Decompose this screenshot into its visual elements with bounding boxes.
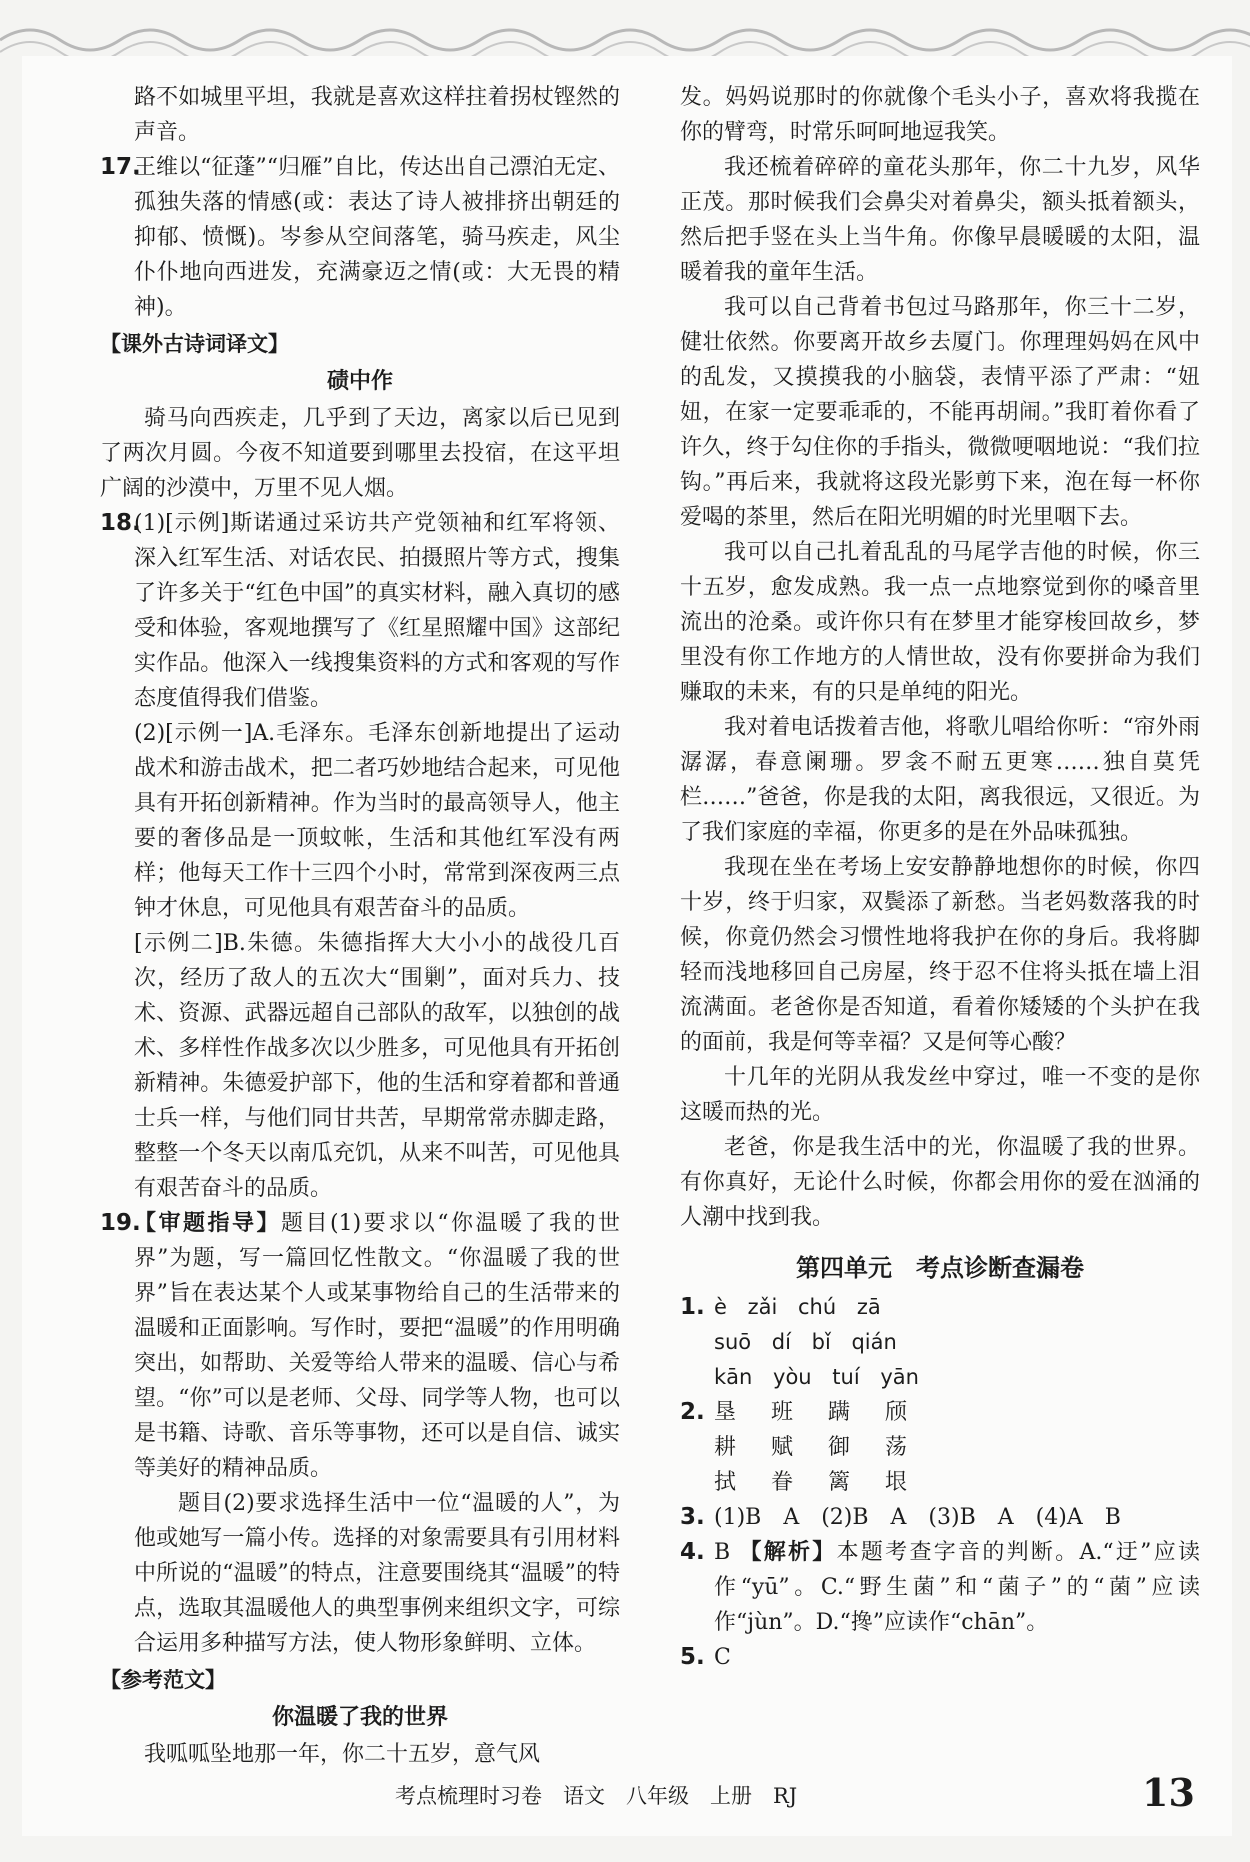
char-row: 拭 眷 篱 垠 <box>714 1470 921 1495</box>
answer-5 <box>680 1640 1200 1675</box>
answer-text: 王维以“征蓬”“归雁”自比，传达出自己漂泊无定、孤独失落的情感(或：表达了诗人被排挤出朝廷的抑郁、愤慨)。岑参从空间落笔，骑马疾走，风尘仆仆地向西进发，充满豪迈之情(或：大无畏的精神)。 <box>134 155 620 320</box>
question-number: 3. <box>680 1504 705 1530</box>
guide-text-1: 题目(1)要求以“你温暖了我的世界”为题，写一篇回忆性散文。“你温暖了我的世界”旨在表达某个人或某事物给自己的生活带来的温暖和正面影响。写作时，要把“温暖”的作用明确突出，如帮助、关爱等给人带来的温暖、信心与希望。“你”可以是老师、父母、同学等人物，也可以是书籍、诗歌、音乐等事物，还可以是自信、诚实等美好的精神品质。 <box>134 1211 620 1481</box>
question-number: 4. <box>680 1539 705 1565</box>
answer-3 <box>680 1500 1200 1535</box>
answer-2 <box>680 1395 1200 1500</box>
poem-title: 碛中作 <box>326 369 393 394</box>
answer-choice: B <box>714 1540 731 1565</box>
essay-paragraph: 我可以自己背着书包过马路那年，你三十二岁，健壮依然。你要离开故乡去厦门。你理理妈妈在风中的乱发，又摸摸我的小脑袋，表情平添了严肃：“妞妞，在家一定要乖乖的，不能再胡闹。”我盯着你看了许久，终于勾住你的手指头，微微哽咽地说：“我们拉钩。”再后来，我就将这段光影剪下来，泡在每一杯你爱喝的茶里，然后在阳光明媚的时光里咽下去。 <box>680 295 1200 530</box>
translation-label: 【课外古诗词译文】 <box>100 332 289 356</box>
page-number: 13 <box>1142 1770 1195 1815</box>
char-row: 耕 赋 御 荡 <box>714 1435 921 1460</box>
right-column <box>680 80 1200 1675</box>
book-info: 考点梳理时习卷 语文 八年级 上册 RJ <box>395 1784 798 1808</box>
char-row: 垦 班 蹒 颀 <box>714 1400 921 1425</box>
essay-start: 我呱呱坠地那一年，你二十五岁，意气风 <box>144 1742 541 1767</box>
essay-paragraph: 我可以自己扎着乱乱的马尾学吉他的时候，你三十五岁，愈发成熟。我一点一点地察觉到你的嗓音里流出的沧桑。或许你只有在梦里才能穿梭回故乡，梦里没有你工作地方的人情世故，没有你要拼命为我们赚取的未来，有的只是单纯的阳光。 <box>680 540 1200 705</box>
question-19 <box>100 1206 620 1661</box>
essay-paragraph: 十几年的光阴从我发丝中穿过，唯一不变的是你这暖而热的光。 <box>680 1065 1200 1125</box>
analysis-text: 本题考查字音的判断。A.“迂”应读作“yū”。C.“野生菌”和“菌子”的“菌”应读作“jùn”。D.“搀”应读作“chān”。 <box>714 1540 1200 1635</box>
essay-label: 【参考范文】 <box>100 1668 226 1692</box>
guide-tag: 【审题指导】 <box>134 1211 282 1236</box>
pinyin-row: è zǎi chú zā <box>714 1295 881 1319</box>
essay-paragraph: 我现在坐在考场上安安静静地想你的时候，你四十岁，终于归家，双鬓添了新愁。当老妈数落我的时候，你竟仍然会习惯性地将我护在你的身后。我将脚轻而浅地移回自己房屋，终于忍不住将头抵在墙上泪流满面。老爸你是否知道，看着你矮矮的个头护在我的面前，我是何等幸福？又是何等心酸？ <box>680 855 1200 1055</box>
answer-text: C <box>714 1645 731 1670</box>
question-number: 17. <box>100 154 141 180</box>
question-number: 18. <box>100 510 141 536</box>
guide-text-2: 题目(2)要求选择生活中一位“温暖的人”，为他或她写一篇小传。选择的对象需要具有引用材料中所说的“温暖”的特点，注意要围绕其“温暖”的特点，选取其温暖他人的典型事例来组织文字，可综合运用多种描写方法，使人物形象鲜明、立体。 <box>134 1491 620 1656</box>
essay-paragraph: 我还梳着碎碎的童花头那年，你二十九岁，风华正茂。那时候我们会鼻尖对着鼻尖，额头抵着额头，然后把手竖在头上当牛角。你像早晨暖暖的太阳，温暖着我的童年生活。 <box>680 155 1200 285</box>
question-17 <box>100 150 620 325</box>
answer-1 <box>680 1290 1200 1395</box>
pinyin-row: kān yòu tuí yān <box>714 1365 919 1389</box>
analysis-tag: 【解析】 <box>739 1540 837 1565</box>
essay-title: 你温暖了我的世界 <box>271 1705 448 1730</box>
answer-text: (1)B A (2)B A (3)B A (4)A B <box>714 1505 1121 1530</box>
q16-continuation: 路不如城里平坦，我就是喜欢这样拄着拐杖铿然的声音。 <box>134 85 620 145</box>
essay-paragraph: 发。妈妈说那时的你就像个毛头小子，喜欢将我揽在你的臂弯，时常乐呵呵地逗我笑。 <box>680 85 1200 145</box>
question-18 <box>100 506 620 1206</box>
question-number: 1. <box>680 1294 705 1320</box>
left-column <box>100 80 620 1772</box>
answer-part-3: [示例二]B.朱德。朱德指挥大大小小的战役几百次，经历了敌人的五次大“围剿”，面对兵力、技术、资源、武器远超自己部队的敌军，以独创的战术、多样性作战多次以少胜多，可见他具有开拓创新精神。朱德爱护部下，他的生活和穿着都和普通士兵一样，与他们同甘共苦，早期常常赤脚走路，整整一个冬天以南瓜充饥，从来不叫苦，可见他具有艰苦奋斗的品质。 <box>134 931 620 1201</box>
pinyin-row: suō dí bǐ qián <box>714 1330 897 1354</box>
answer-part-1: (1)[示例]斯诺通过采访共产党领袖和红军将领、深入红军生活、对话农民、拍摄照片等方式，搜集了许多关于“红色中国”的真实材料，融入真切的感受和体验，客观地撰写了《红星照耀中国》这部纪实作品。他深入一线搜集资料的方式和客观的写作态度值得我们借鉴。 <box>134 511 620 711</box>
essay-paragraph: 老爸，你是我生活中的光，你温暖了我的世界。有你真好，无论什么时候，你都会用你的爱在汹涌的人潮中找到我。 <box>680 1135 1200 1230</box>
answer-4 <box>680 1535 1200 1640</box>
question-number: 19. <box>100 1210 141 1236</box>
question-number: 2. <box>680 1399 705 1425</box>
unit-title: 第四单元 考点诊断查漏卷 <box>796 1254 1084 1282</box>
answer-part-2: (2)[示例一]A.毛泽东。毛泽东创新地提出了运动战术和游击战术，把二者巧妙地结合起来，可见他具有开拓创新精神。作为当时的最高领导人，他主要的奢侈品是一顶蚊帐，生活和其他红军没有两样；他每天工作十三四个小时，常常到深夜两三点钟才休息，可见他具有艰苦奋斗的品质。 <box>134 721 620 921</box>
poem-translation: 骑马向西疾走，几乎到了天边，离家以后已见到了两次月圆。今夜不知道要到哪里去投宿，在这平坦广阔的沙漠中，万里不见人烟。 <box>100 406 620 501</box>
essay-paragraph: 我对着电话拨着吉他，将歌儿唱给你听：“帘外雨潺潺，春意阑珊。罗衾不耐五更寒……独自莫凭栏……”爸爸，你是我的太阳，离我很远，又很近。为了我们家庭的幸福，你更多的是在外品味孤独。 <box>680 715 1200 845</box>
question-number: 5. <box>680 1644 705 1670</box>
